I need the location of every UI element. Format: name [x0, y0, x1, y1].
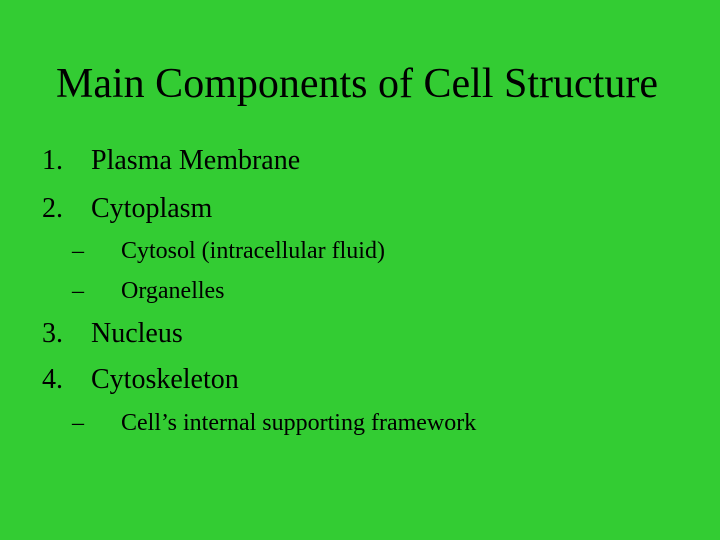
- slide-title: Main Components of Cell Structure: [56, 61, 658, 107]
- list-item-number: 4.: [42, 364, 63, 395]
- sub-item-label: Cytosol (intracellular fluid): [121, 238, 385, 264]
- list-item-number: 1.: [42, 145, 63, 176]
- dash-bullet: –: [72, 238, 84, 264]
- list-item-label: Cytoplasm: [91, 193, 213, 224]
- dash-bullet: –: [72, 278, 84, 304]
- list-item-label: Cytoskeleton: [91, 364, 239, 395]
- list-item-number: 3.: [42, 318, 63, 349]
- list-item-label: Plasma Membrane: [91, 145, 301, 176]
- dash-bullet: –: [72, 410, 84, 436]
- sub-item-label: Organelles: [121, 278, 225, 304]
- sub-item-label: Cell’s internal supporting framework: [121, 410, 477, 436]
- list-item-label: Nucleus: [91, 318, 183, 349]
- list-item-number: 2.: [42, 193, 63, 224]
